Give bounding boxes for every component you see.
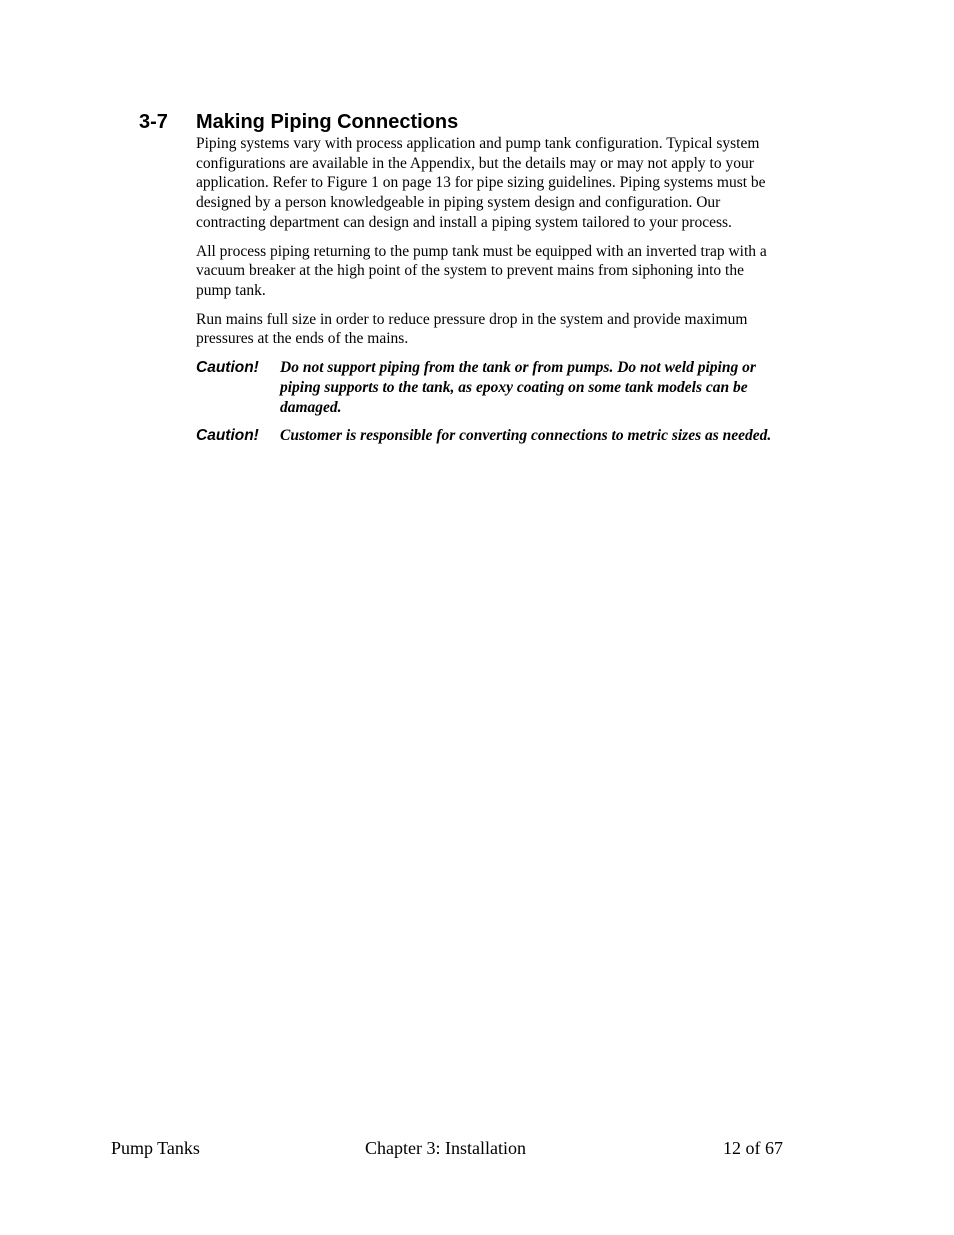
text-line: vacuum breaker at the high point of the system to prevent mains from siphoning into the <box>196 262 744 280</box>
section-title: Making Piping Connections <box>196 111 459 133</box>
section-number: 3-7 <box>139 111 168 133</box>
paragraph-piping-systems <box>196 134 836 233</box>
section-body <box>196 134 836 454</box>
footer-document-title: Pump Tanks <box>111 1138 200 1158</box>
text-line: pump tank. <box>196 281 266 299</box>
footer-page-number: 12 of 67 <box>723 1138 783 1158</box>
text-line: damaged. <box>280 399 342 417</box>
caution-note <box>196 426 836 446</box>
text-line: designed by a person knowledgeable in piping system design and configuration. Our <box>196 194 721 212</box>
paragraph-run-mains <box>196 310 836 349</box>
section-heading <box>139 110 839 134</box>
caution-label: Caution! <box>196 359 259 377</box>
footer-chapter: Chapter 3: Installation <box>365 1138 526 1158</box>
caution-text <box>280 358 756 418</box>
caution-note <box>196 358 836 418</box>
text-line: Customer is responsible for converting connections to metric sizes as needed. <box>280 427 772 445</box>
text-line: Do not support piping from the tank or from pumps. Do not weld piping or <box>280 359 756 377</box>
text-line: Piping systems vary with process application and pump tank configuration. Typical system <box>196 135 760 152</box>
text-line: pressures at the ends of the mains. <box>196 330 409 348</box>
caution-label: Caution! <box>196 427 259 445</box>
text-line: configurations are available in the Appendix, but the details may or may not apply to your <box>196 154 754 172</box>
text-line: All process piping returning to the pump tank must be equipped with an inverted trap with a <box>196 242 767 260</box>
text-line: application. Refer to Figure 1 on page 13 for pipe sizing guidelines. Piping systems must be <box>196 174 766 192</box>
text-line: contracting department can design and install a piping system tailored to your process. <box>196 213 732 231</box>
text-line: piping supports to the tank, as epoxy coating on some tank models can be <box>280 379 748 397</box>
paragraph-process-piping <box>196 242 836 301</box>
text-line: Run mains full size in order to reduce pressure drop in the system and provide maximum <box>196 310 748 328</box>
caution-text <box>280 426 771 446</box>
